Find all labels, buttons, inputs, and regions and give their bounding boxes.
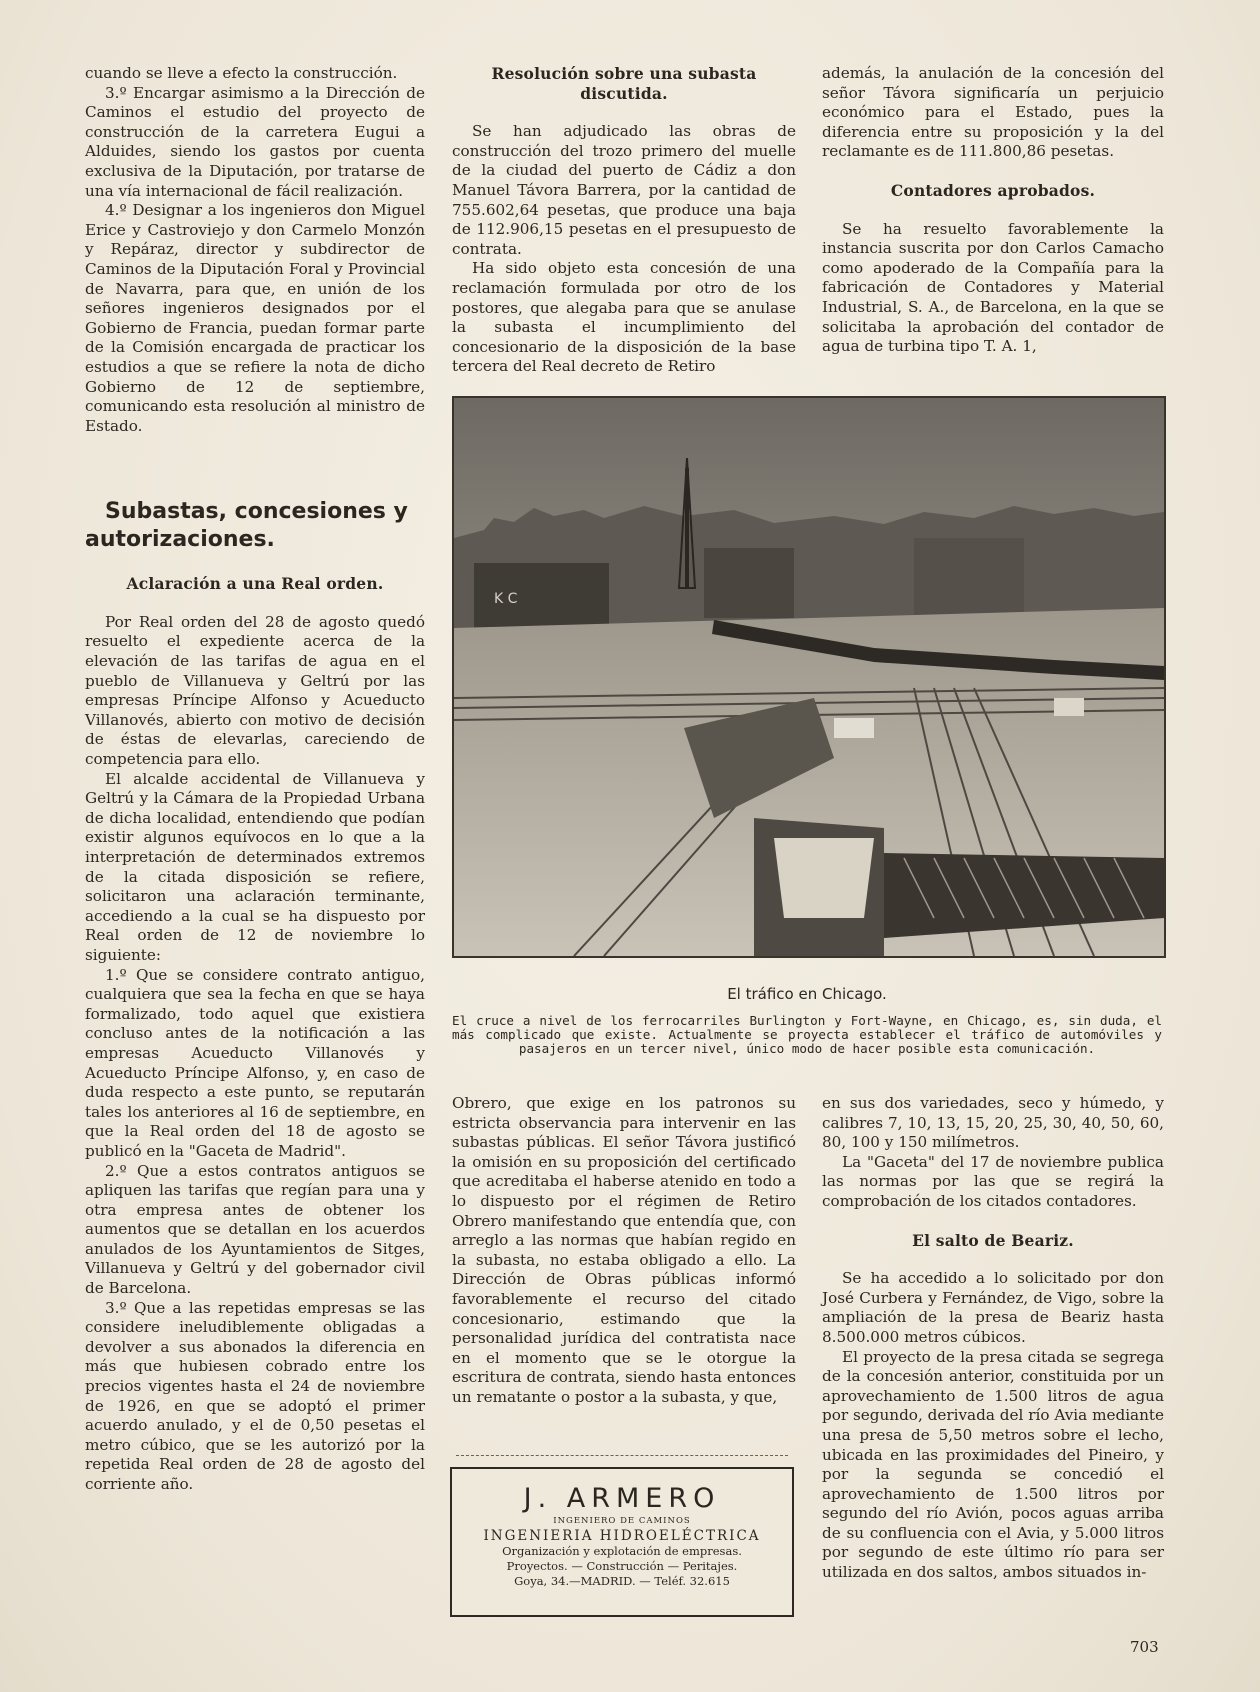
paragraph: Ha sido objeto esta concesión de una reclamación formulada por otro de los postores, que alegaba para que se anulase la subasta el incumplimiento del concesionario de la disposición de la base tercera del Real decreto de Retiro xyxy=(452,259,796,376)
paragraph: El proyecto de la presa citada se segrega de la concesión anterior, constituida por un aprovechamiento de 1.500 litros de agua por segundo, derivada del río Avia mediante una presa de 5,50 metros sobre el lecho, ubicada en las proximidades del Pineiro, y por la segunda se concedió el aprovechamiento de 1.500 litros por segundo del río Avión, pocos aguas arriba de su confluencia con el Avia, y 5.000 litros por segundo de este último río para ser utilizada en dos saltos, ambos situados in- xyxy=(822,1347,1164,1582)
paragraph: 2.º Que a estos contratos antiguos se apliquen las tarifas que regían para una y otra empresa antes de obtener los aumentos que se detallan en los acuerdos anulados de los Ayuntamientos de Sitges, Villanueva y Geltrú y del gobernador civil de Barcelona. xyxy=(85,1161,425,1298)
paragraph: El alcalde accidental de Villanueva y Geltrú y la Cámara de la Propiedad Urbana de dicha localidad, entendiendo que podían existir algunos equívocos en lo que a la interpretación de determinados extremos de la citada disposición se refiere, solicitaron una aclaración terminante, accediendo a la cual se ha dispuesto por Real orden de 12 de noviembre lo siguiente: xyxy=(85,769,425,964)
subsection-title: Resolución sobre una subasta discutida. xyxy=(491,64,757,103)
photo-caption-text: El cruce a nivel de los ferrocarriles Burlington y Fort-Wayne, en Chicago, es, sin duda, el más complicado que existe. Actualmente se proyecta establecer el tráfico de automóviles y pasajeros en un tercer nivel, único modo de hacer posible esta comunicación. xyxy=(452,1013,1162,1056)
paragraph: Por Real orden del 28 de agosto quedó resuelto el expediente acerca de la elevación de las tarifas de agua en el pueblo de Villanueva y Geltrú por las empresas Príncipe Alfonso y Acueducto Villanovés, abierto con motivo de decisión de éstas de elevarlas, careciendo de competencia para ello. xyxy=(85,612,425,769)
column-right-top xyxy=(822,64,1164,357)
paragraph: 1.º Que se considere contrato antiguo, cualquiera que sea la fecha en que se haya formalizado, todo aquel que existiera concluso antes de la notificación a las empresas Acueducto Villanovés y Acueducto Príncipe Alfonso, y, en caso de duda respecto a este punto, se reputarán tales los anteriores al 16 de septiembre, en que la Real orden del 18 de agosto se publicó en la "Gaceta de Madrid". xyxy=(85,965,425,1160)
column-middle-top xyxy=(452,64,796,377)
subsection-title: Aclaración a una Real orden. xyxy=(126,574,384,594)
ad-line: Organización y explotación de empresas. xyxy=(502,1544,742,1558)
ad-address: Goya, 34.—MADRID. — Teléf. 32.615 xyxy=(514,1574,730,1588)
building-sign: K C xyxy=(494,591,518,607)
column-right-bottom xyxy=(822,1094,1164,1583)
subsection-title: El salto de Beariz. xyxy=(912,1230,1074,1250)
page-number: 703 xyxy=(1130,1638,1159,1656)
ad-specialty: INGENIERIA HIDROELÉCTRICA xyxy=(483,1528,761,1544)
ad-name: J. ARMERO xyxy=(523,1483,721,1514)
column-left xyxy=(85,64,425,1495)
subsection-title: Contadores aprobados. xyxy=(890,180,1096,200)
section-title: Subastas, concesiones y autorizaciones. xyxy=(85,499,408,553)
paragraph: cuando se lleve a efecto la construcción. xyxy=(85,64,398,82)
paragraph: La "Gaceta" del 17 de noviembre publica las normas por las que se regirá la comprobación de los citados contadores. xyxy=(822,1152,1164,1210)
photo-caption-title: El tráfico en Chicago. xyxy=(727,985,887,1003)
chicago-railway-photo xyxy=(452,396,1166,958)
paragraph: Obrero, que exige en los patronos su estricta observancia para intervenir en las subastas públicas. El señor Távora justificó la omisión en su proposición del certificado que acreditaba el haberse atenido en todo a lo dispuesto por el régimen de Retiro Obrero manifestando que entendía que, con arreglo a las normas que habían regido en la subasta, no estaba obligado a ello. La Dirección de Obras públicas informó favorablemente el recurso del citado concesionario, estimando que la personalidad jurídica del contratista nace en el momento que se le otorgue la escritura de contrata, siendo hasta entonces un rematante o postor a la subasta, y que, xyxy=(452,1094,796,1406)
paragraph: Se han adjudicado las obras de construcción del trozo primero del muelle de la ciudad del puerto de Cádiz a don Manuel Távora Barrera, por la cantidad de 755.602,64 pesetas, que produce una baja de 112.906,15 pesetas en el presupuesto de contrata. xyxy=(452,122,796,258)
paragraph: 3.º Que a las repetidas empresas se las considere ineludiblemente obligadas a devolver a sus abonados la diferencia en más que hubiesen cobrado entre los precios vigentes hasta el 24 de noviembre de 1926, en que se adoptó el primer acuerdo anulado, y el de 0,50 pesetas el metro cúbico, que se les autorizó por la repetida Real orden de 28 de agosto del corriente año. xyxy=(85,1298,425,1493)
photo-illustration xyxy=(454,398,1164,956)
ad-line: Proyectos. — Construcción — Peritajes. xyxy=(506,1559,738,1573)
paragraph: Se ha accedido a lo solicitado por don José Curbera y Fernández, de Vigo, sobre la ampliación de la presa de Beariz hasta 8.500.000 metros cúbicos. xyxy=(822,1269,1164,1346)
paragraph: además, la anulación de la concesión del señor Távora significaría un perjuicio económico para el Estado, pues la diferencia entre su proposición y la del reclamante es de 111.800,86 pesetas. xyxy=(822,64,1164,161)
paragraph: 3.º Encargar asimismo a la Dirección de Caminos el estudio del proyecto de construcción de la carretera Eugui a Alduides, siendo los gastos por cuenta exclusiva de la Diputación, por tratarse de una vía internacional de fácil realización. xyxy=(85,83,425,200)
paragraph: 4.º Designar a los ingenieros don Miguel Erice y Castroviejo y don Carmelo Monzón y Repáraz, director y subdirector de Caminos de la Diputación Foral y Provincial de Navarra, para que, en unión de los señores ingenieros designados por el Gobierno de Francia, puedan formar parte de la Comisión encargada de practicar los estudios a que se refiere la nota de dicho Gobierno de 12 de septiembre, comunicando esta resolución al ministro de Estado. xyxy=(85,201,425,435)
paragraph: en sus dos variedades, seco y húmedo, y calibres 7, 10, 13, 15, 20, 25, 30, 40, 50, 60, 80, 100 y 150 milímetros. xyxy=(822,1094,1164,1152)
ad-subtitle: INGENIERO DE CAMINOS xyxy=(553,1516,691,1526)
advertisement-box xyxy=(450,1467,794,1617)
column-middle-bottom xyxy=(452,1094,796,1408)
divider xyxy=(456,1455,788,1456)
paragraph: Se ha resuelto favorablemente la instancia suscrita por don Carlos Camacho como apoderado de la Compañía para la fabricación de Contadores y Material Industrial, S. A., de Barcelona, en la que se solicitaba la aprobación del contador de agua de turbina tipo T. A. 1, xyxy=(822,219,1164,356)
